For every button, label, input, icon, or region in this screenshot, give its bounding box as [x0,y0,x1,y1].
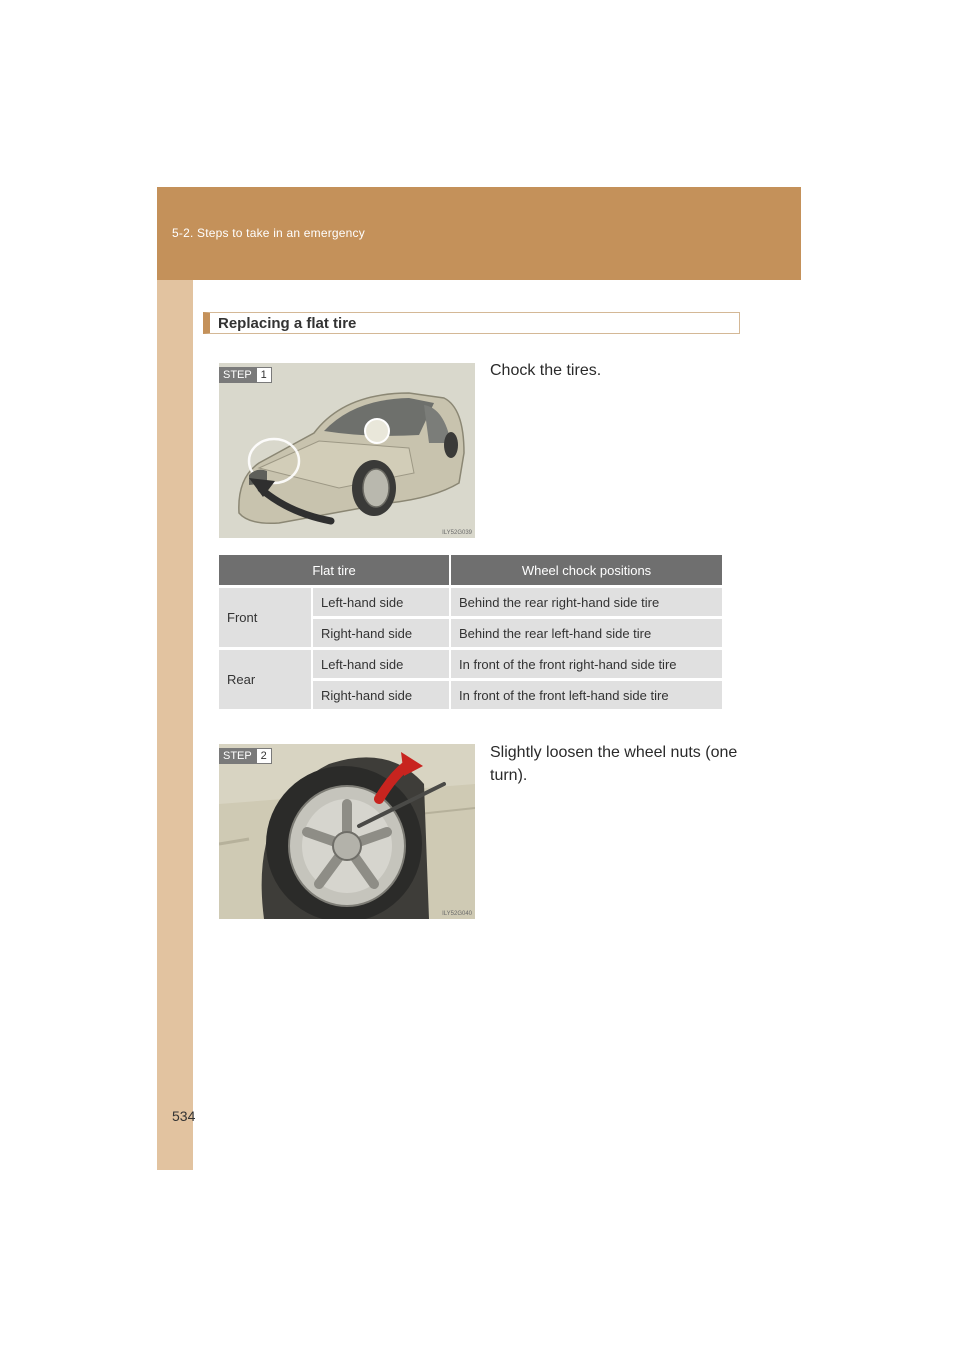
step-1-badge [219,367,272,383]
section-path: 5-2. Steps to take in an emergency [172,226,365,240]
wheel-nut-wrench-illustration [219,744,475,919]
table-row [219,650,722,681]
step-1-figure-code: ILY52G039 [442,530,472,536]
step-2-figure-code: ILY52G040 [442,911,472,917]
table-cell-side: Right-hand side [311,619,449,650]
car-front-chock-illustration [219,363,475,538]
side-band [157,187,196,1170]
table-cell-side: Right-hand side [311,681,449,712]
step-2-illustration [219,744,475,919]
table-header-flat-tire: Flat tire [219,555,449,588]
step-1-text: Chock the tires. [490,362,602,379]
table-row [219,588,722,619]
table-header-row [219,555,722,588]
wheel-chock-table [219,555,722,712]
step-1-label: STEP [219,367,256,383]
table-cell-flat-tire: Rear [219,650,311,712]
step-1-illustration [219,363,475,538]
table-cell-position: Behind the rear left-hand side tire [449,619,722,650]
table-header-chock-positions: Wheel chock positions [449,555,722,588]
table-cell-position: In front of the front right-hand side tire [449,650,722,681]
page-number: 534 [172,1108,196,1124]
table-cell-position: Behind the rear right-hand side tire [449,588,722,619]
step-2-text: Slightly loosen the wheel nuts (one turn). [490,744,738,784]
step-2-label: STEP [219,748,256,764]
step-2-badge [219,748,272,764]
table-cell-position: In front of the front left-hand side tire [449,681,722,712]
step-1-number: 1 [256,367,272,383]
table-cell-flat-tire: Front [219,588,311,650]
step-2-number: 2 [256,748,272,764]
table-cell-side: Left-hand side [311,588,449,619]
table-cell-side: Left-hand side [311,650,449,681]
section-title: Replacing a flat tire [203,312,740,334]
